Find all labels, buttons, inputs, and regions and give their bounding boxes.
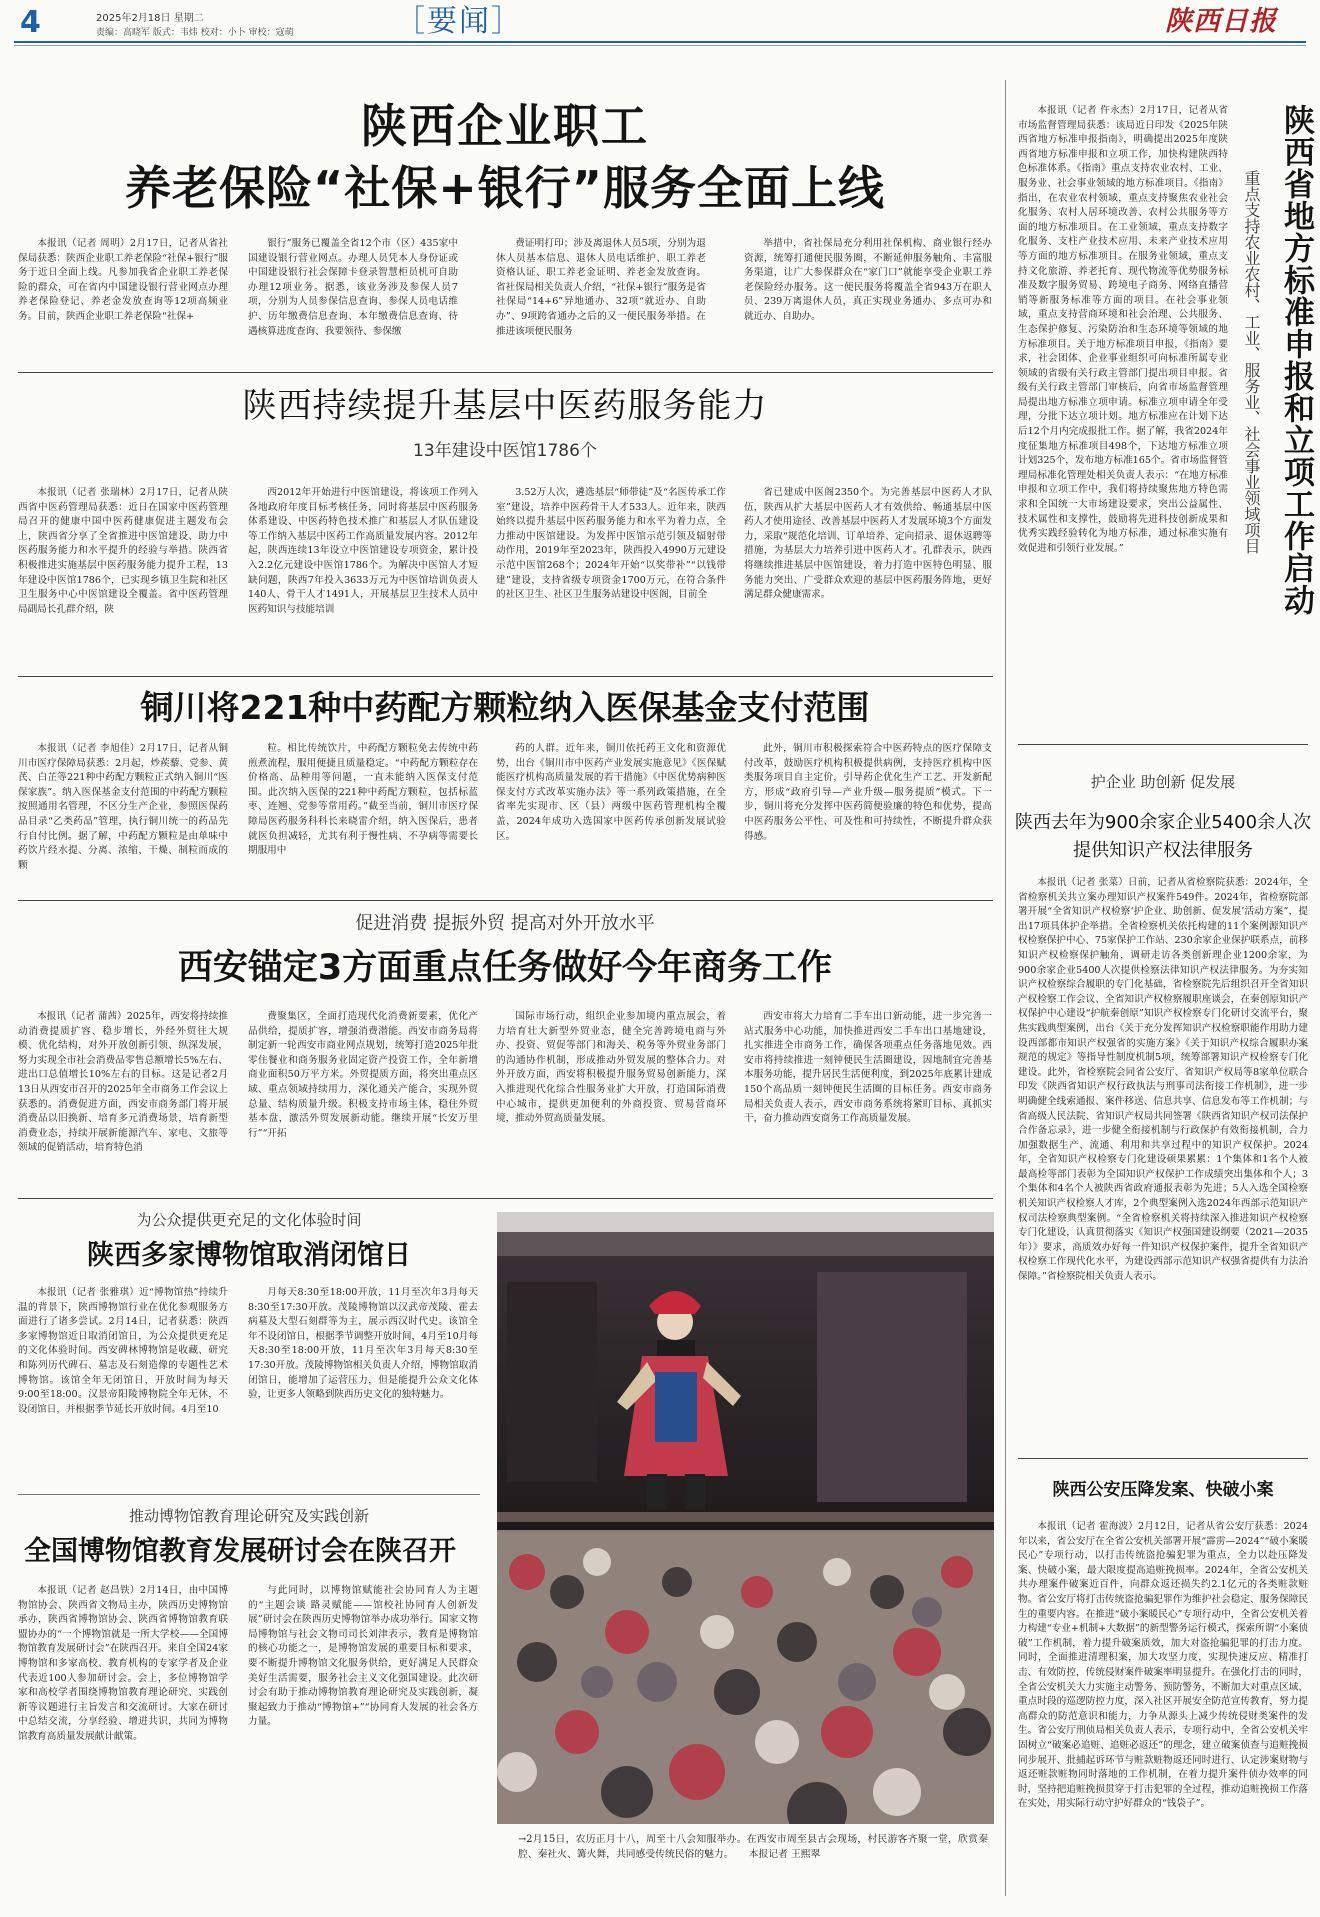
- tcm-col-2: 西2012年开始进行中医馆建设，将该项工作列入各地政府年度目标考核任务，同时将基层中医药服务体系建设、中医药特色技术推广和基层人才队伍建设等工作纳入基层中医药工作高质量发展内容。2012年起，陕西连续13年设立中医馆建设专项资金，累计投入2.2亿元建设中医馆1786个。为解决中医馆人才短缺问题，陕西7年投入3633万元为中医馆培训负责人140人、骨干人才1491人，开展基层卫生技术人员中医药知识与技能培训: [248, 487, 478, 615]
- xian-col-1: 本报讯（记者 蒲茜）2025年，西安将持续推动消费提质扩容、稳步增长，外经外贸往大规模、优化结构，对外开放创新引领、纵深发展，努力实现全市社会消费品零售总额增长5%左右、进出口总值增长10%左右的目标。这是记者2月13日从西安市召开的2025年全市商务工作会议上获悉的。消费促进方面，西安市商务部门将开展消费品以旧换新、培育多元消费场景，培育新型消费业态，持续开展新能源汽车、家电、文旅等领域的促销活动，培育特色消: [18, 1011, 228, 1154]
- divider: [18, 1198, 993, 1199]
- tongchuan-col-3: 药的人群。近年来，铜川依托药王文化和资源优势，出台《铜川市中医药产业发展实施意见》《医保赋能医疗机构高质量发展的若干措施》《中医优势病种医保支付方式改革实施办法》等一系列政策措施，在全省率先实现市、区（县）两级中医药管理机构全覆盖，2024年成功入选国家中医药传承创新发展试验区。: [496, 743, 726, 842]
- tongchuan-title: 铜川将221种中药配方颗粒纳入医保基金支付范围: [140, 688, 870, 727]
- ip-title-line2: 提供知识产权法律服务: [1073, 840, 1253, 861]
- divider: [18, 900, 993, 901]
- xian-kicker: 促进消费 提振外贸 提高对外开放水平: [355, 913, 655, 934]
- standards-title: 陕西省地方标准申报和立项工作启动: [1278, 104, 1314, 616]
- museum-col-2: 月每天8:30至18:00开放，11月至次年3月每天8:30至17:30开放。茂陵博物馆以汉武帝茂陵、霍去病墓及大型石刻群等为主，展示西汉时代史。该馆全年不设闭馆日，根据季节调整开放时间，4月至10月每天8:30至18:00开放，11月至次年3月每天8:30至17:30开放。茂陵博物馆相关负责人介绍，博物馆取消闭馆日，能增加了运营压力，但是能提升公众文化体验，让更多人领略到陕西历史文化的独特魅力。: [248, 1287, 478, 1401]
- editors-line: 责编：高晓军 版式：韦炜 校对：小卜 审校：寇萌: [96, 28, 294, 38]
- column-separator: [1005, 80, 1006, 1896]
- ip-body: 本报讯（记者 张菜）日前，记者从省检察院获悉：2024年，全省检察机关共立案办理知识产权案件549件。2024年，省检察院部署开展“全省知识产权检察‘护企业、助创新、促发展’活动方案”，提出17项具体护企举措。全省检察机关依托构建的11个案例源知识产权检察保护中心、75家保护工作站、230余家企业保护联系点，前移知识产权检察保护触角，调研走访各类创新理企业1200余家，为900余家企业5400人次提供检察法律知识产权法律服务。为夯实知识产权检察综合履职的专门化基础，省检察院先后组织召开全省知识产权检察工作会议、全省知识产权检察履职座谈会，在秦创原知识产权保护中心建设“护航秦创原”知识产权检察专门化研讨交流平台，聚焦实践典型案例，出台《关于充分发挥知识产权检察职能作用助力建设西部都市知识产权强省的实施方案》《关于知识产权综合履职办案规范的规定》等指导性制度机制5项，统筹部署知识产权检察专门化建设。此外，省检察院会同省公安厅、省知识产权局等8家单位联合印发《陕西省知识产权行政执法与刑事司法衔接工作机制》，进一步明确健全线索通报、案件移送、信息共享、信息发布等工作机制；与省高级人民法院、省知识产权局共同签署《陕西省知识产权司法保护合作备忘录》，进一步健全衔接机制与行政保护有效衔接机制，合力加强数据生产、流通、利用和共享过程中的知识产权保护。2024年，全省知识产权检察专门化建设硕果累累：1个集体和1名个人被最高检等部门表彰为全国知识产权保护工作成绩突出集体和个人；3个集体和4名个人被陕西省政府通报表彰为先进；5人入选全国检察机关知识产权检察人才库，2个典型案例入选2024年西部示范知识产权司法检察典型案例。“全省检察机关将持续深入推进知识产权检察专门化建设，认真贯彻落实《知识产权强国建设纲要（2021—2035年）》要求，高质效办好每一件知识产权保护案件，提升全省知识产权检察工作现代化水平，为建设西部示范知识产权强省提供有力法治保障。”省检察院相关负责人表示。: [1018, 877, 1308, 1283]
- xian-col-3: 国际市场行动，组织企业参加境内重点展会，着力培育壮大新型外贸业态，健全完善跨境电商与外办、投资、贸促等部门和海关、税务等外贸业务部门的沟通协作机制，形成推动外贸发展的整体合力。对外开放方面，西安将积极提升服务贸易创新能力，深入推进现代化综合性服务业扩大开放，打造国际消费中心城市，提供更加便利的外商投资、贸易营商环境，推动外贸高质量发展。: [496, 1011, 726, 1125]
- tcm-title: 陕西持续提升基层中医药服务能力: [242, 386, 768, 426]
- crowd: [497, 1530, 994, 1824]
- lead-col-1: 本报讯（记者 周明）2月17日，记者从省社保局获悉：陕西企业职工养老保险“社保+银行”服务于近日全面上线。凡参加我省企业职工养老保险的群众，可在省内中国建设银行营业网点办理养老保险登记、养老金发放查询等12项高频业务。目前，陕西企业职工养老保险“社保+: [18, 238, 228, 322]
- paper-logo: 陕西日报: [1165, 6, 1277, 37]
- lead-col-4: 举措中，省社保局充分利用社保机构、商业银行经办资源，统筹打通便民服务圈，不断延伸服务触角、丰富服务渠道，让广大参保群众在“家门口”就能享受企业职工养老保险经办服务。这一便民服务将覆盖全省943万在职人员、239万离退休人员，真正实现业务通办、多点可办和就近办、自助办。: [744, 238, 992, 322]
- ip-title-line1: 陕西去年为900余家企业5400余人次: [1014, 812, 1312, 833]
- lead-col-3: 费证明打印；涉及离退休人员5项，分别为退休人员基本信息、退休人员电话维护、职工养老资格认证、职工养老金证明、养老金发放查询。省社保局相关负责人介绍，“社保+银行”服务是省社保局“14+6”异地通办、32项“就近办、自助办”、9项跨省通办之后的又一便民服务举措。在推进该项便民服务: [496, 238, 706, 337]
- forum-col-2: 与此同时，以博物馆赋能社会协同育人为主题的“主题会谈 路灵赋能——馆校社协同育人创新发展”研讨会在陕西历史博物馆举办成功举行。国家文物局博物馆与社会文物司司长刘津表示，教育是博物馆的核心功能之一，是博物馆发展的重要目标和要求，要不断提升博物馆文化服务供给，更好满足人民群众美好生活需要，服务社会主义文化强国建设。此次研讨会有助于推动博物馆教育理论研究及实践创新，凝聚起致力于推动“博物馆+”“协同育人发展的社会各方力量。: [248, 1585, 478, 1728]
- lead-title-line1: 陕西企业职工: [361, 99, 649, 153]
- tongchuan-col-1: 本报讯（记者 李旭佳）2月17日，记者从铜川市医疗保障局获悉：2月起，炒蒺藜、党参、黄芪、白芷等221种中药配方颗粒正式纳入铜川“医保家族”。纳入医保基金支付范围的中药配方颗粒按照通用名管理，不区分生产企业，参照医保药品目录“乙类药品”管理，执行铜川统一的药品先行自付比例。据了解，中药配方颗粒是由单味中药饮片经水提、分离、浓缩、干燥、制粒而成的颗: [18, 743, 228, 871]
- tcm-col-3: 3.52万人次，遴选基层“师带徒”及“名医传承工作室”建设，培养中医药骨干人才533人。近年来，陕西始终以提升基层中医药服务能力和水平为着力点，全力推动中医馆建设。为发挥中医馆示范引领及辐射带动作用，2019年至2023年，陕西投入4990万元建设示范中医馆268个；2024年开始“以奖带补”“以钱带建”建设，支持省级专项资金1700万元，在符合条件的社区卫生、社区卫生服务站建设中医阁，目前全: [496, 487, 726, 601]
- photo-credit: 本报记者 王熙翠: [748, 1849, 821, 1860]
- forum-col-1: 本报讯（记者 赵昌铁）2月14日，由中国博物馆协会、陕西省文物局主办，陕西历史博物馆承办，陕西省博物馆协会、陕西省博物馆教育联盟协办的“一个博物馆就是一所大学校——全国博物馆教育发展研讨会”在陕西召开。来自全国24家博物馆和多家高校、教育机构的专家学者及企业代表近100人参加研讨会。会上，多位博物馆学家和高校学者围绕博物馆教育理论研究、实践创新等议题进行主旨发言和交流研讨。大家在研讨中总结交流，分享经验、增进共识，共同为博物馆教育高质量发展献计献策。: [18, 1585, 228, 1742]
- standards-subtitle: 重点支持农业农村、工业、服务业、社会事业领域项目: [1242, 170, 1261, 554]
- ip-kicker: 护企业 助创新 促发展: [1090, 773, 1236, 791]
- caption-text: →2月15日，农历正月十八，周至十八会知服举办。在西安市周至县古会现场，村民游客齐聚一堂，欣赏秦腔、秦社火、篝火舞，共同感受传统民俗的魅力。: [518, 1834, 988, 1860]
- masthead-rule-thin: [14, 45, 1306, 46]
- police-title: 陕西公安压降发案、快破小案: [1052, 1480, 1274, 1500]
- forum-kicker: 推动博物馆教育理论研究及实践创新: [128, 1507, 369, 1525]
- tongchuan-col-2: 粒。相比传统饮片，中药配方颗粒免去传统中药煎煮流程，服用便捷且质量稳定。“中药配方颗粒存在价格高、品种用等问题，一直未能纳入医保支付范围。此次纳入医保的221种中药配方颗粒，包括标蓝枣、连翘、党参等常用药。”截至当前，铜川市医疗保障局医药服务科科长来晓雷介绍，纳入医保后，患者就医负担减轻，尤其有利于慢性病、不孕病等需要长期服用中: [248, 743, 478, 857]
- museum-title: 陕西多家博物馆取消闭馆日: [87, 1240, 411, 1271]
- standards-body: 本报讯（记者 仵永杰）2月17日，记者从省市场监督管理局获悉：该局近日印发《2025年陕西省地方标准申报指南》，明确提出2025年度陕西省地方标准申报和立项工作，加快构建陕西特色标准体系。《指南》重点支持农业农村、工业、服务业、社会事业领域的地方标准项目。《指南》指出，在农业农村领域，重点支持聚焦农业社会化服务、农村人居环境改善、农村公共服务等方面的地方标准项目。在工业领域，重点支持数字化服务、支柱产业技术应用、未来产业技术应用等方面的地方标准项目。在服务业领域，重点支持文化旅游、养老托育、现代物流等优势服务标准及数字服务贸易、跨境电子商务、网络直播营销等新服务标准等方面的项目。在社会事业领域，重点支持营商环境和社会治理、公共服务、生态保护修复、污染防治和生态环境等领域的地方标准项目。关于地方标准项目申报，《指南》要求，社会团体、企业事业组织可向标准所属专业领域的省级有关行政主管部门提出项目申报。省级有关行政主管部门审核后，向省市场监督管理局提出地方标准立项申请。标准立项申请全年受理，分批下达立项计划。地方标准应在计划下达后12个月内完成报批工作。据了解，我省2024年度征集地方标准项目498个，下达地方标准立项计划325个，发布地方标准165个。省市场监督管理局标准化管理处相关负责人表示：“在地方标准申报和立项工作中，我们将持续聚焦地方特色需求和全国统一大市场建设要求，突出公益属性、技术属性和支撑性，鼓励将先进科技创新成果和优秀实践经验转化为地方标准，通过标准实施有效促进和引领行业发展。”: [1018, 105, 1228, 554]
- issue-date: 2025年2月18日 星期二: [96, 13, 204, 24]
- divider: [18, 372, 993, 373]
- forum-title: 全国博物馆教育发展研讨会在陕召开: [24, 1536, 456, 1567]
- lead-title-line2: 养老保险“社保+银行”服务全面上线: [124, 161, 885, 215]
- section-label: ［要闻］: [395, 4, 523, 39]
- divider: [18, 676, 993, 677]
- tcm-col-4: 省已建成中医阁2350个。为完善基层中医药人才队伍，陕西从扩大基层中医药人才有效供给、畅通基层中医药人才使用途径、改善基层中医药人才发展环境3个方面发力，采取“规范化培训、订单培养、定向招录、退休返聘等措施，为基层大力培养引进中医药人才。孔群表示，陕西将继续推进基层中医馆建设，着力打造中医特色明显、服务能力突出、广受群众欢迎的基层中医药服务阵地，更好满足群众健康需求。: [744, 487, 992, 601]
- divider: [1018, 1458, 1308, 1459]
- tongchuan-col-4: 此外，铜川市积极探索符合中医药特点的医疗保障支付改革，鼓励医疗机构积极提供病例，支持医疗机构中医类服务项目自主定价，引导药企优化生产工艺、开发新配方，形成“政府引导—产业升级—服务提质”模式。下一步，铜川将充分发挥中医药简便验廉的特色和优势，提高中医药服务公平性、可及性和可持续性，不断提升群众获得感。: [744, 743, 992, 842]
- lead-col-2: 银行”服务已覆盖全省12个市（区）435家中国建设银行营业网点。办理人员凭本人身份证或中国建设银行社会保障卡登录智慧柜员机可自助办理12项业务。据悉，该业务涉及参保人员7项，分别为人员参保信息查询、参保人员电话维护、历年缴费信息查询、本年缴费信息查询、待遇核算进度查询、我要领待、参保缴: [248, 238, 458, 337]
- museum-kicker: 为公众提供更充足的文化体验时间: [136, 1211, 362, 1229]
- tcm-col-1: 本报讯（记者 张瑞林）2月17日，记者从陕西省中医药管理局获悉：近日在国家中医药管理局召开的健康中国中医药健康促进主题发布会上，陕西省分享了全省推进中医馆建设、助力中医药服务能力和水平提升的经验与举措。陕西省积极推进实施基层中医药服务能力提升工程，13年建设中医馆1786个，已实现乡镇卫生院和社区卫生服务中心中医馆建设全覆盖。省中医药管理局副局长孔群介绍，陕: [18, 487, 228, 615]
- opera-crowd-photo: [497, 1212, 994, 1824]
- page-number: 4: [20, 5, 41, 40]
- tcm-subtitle: 13年建设中医馆1786个: [413, 441, 597, 461]
- divider: [18, 1494, 480, 1495]
- museum-col-1: 本报讯（记者 张雅琪）近“博物馆热”持续升温的背景下，陕西博物馆行业在优化参观服务方面进行了诸多尝试。2月14日，记者获悉：陕西多家博物馆近日取消闭馆日，为公众提供更充足的文化体验时间。西安碑林博物馆是收藏、研究和陈列历代碑石、墓志及石刻造像的专题性艺术博物馆。该馆全年无闭馆日，开放时间为每天9:00至18:00。汉景帝阳陵博物院全年无休，不设闭馆日，并根据季节延长开放时间。4月至10: [18, 1287, 228, 1415]
- photo-caption: [518, 1832, 988, 1876]
- xian-title: 西安锚定3方面重点任务做好今年商务工作: [177, 948, 833, 988]
- photo: [497, 1212, 994, 1824]
- xian-col-2: 费聚集区，全面打造现代化消费新要素，优化产品供给，提质扩容，增强消费潜能。西安市商务局将制定新一轮西安市商业网点规划，统筹打造2025年批零住餐业和商务服务业固定资产投资工作，全年新增商业面积50万平方米。外贸提质方面，将突出重点区域、重点领域持续用力，深化通关产能合，实现外贸总量、结构质量升级。积极支持市场主体，稳住外贸基本盘，激活外贸发展新动能。继续开展“长安万里行”“开拓: [248, 1011, 478, 1139]
- police-body: 本报讯（记者 霍海波）2月12日，记者从省公安厅获悉：2024年以来，省公安厅在全省公安机关部署开展“霹雳—2024”“破小案暖民心”专项行动，以打击传统盗抢骗犯罪为重点，全力以赴压降发案、快破小案，最大限度提高追赃挽损率。2024年，全省公安机关共办理案件破案近百件，向群众返还损失约2.1亿元的各类赃款赃物。省公安厅将打击传统盗抢骗犯罪作为维护社会稳定、服务保障民生的重要内容。在推进“破小案暖民心”专项行动中，全省公安机关着力构建“专业+机制+大数据”的新型警务运行模式，探索所谓“小案侦破”工作机制，着力提升破案质效，加大对盗抢骗犯罪的打击力度。同时，全面推进清理积案，加大攻坚力度，实现快速反应、精准打击、有效防控，传统侵财案件破案率明显提升。在强化打击的同时，全省公安机关大力实施主动警务、预防警务，不断加大对重点区域、重点时段的巡逻防控力度，深入社区开展安全防范宣传教育，努力提高群众的防范意识和能力，力争从源头上减少传统侵财类案件的发生。省公安厅刑侦局相关负责人表示，专项行动中，全省公安机关牢固树立“破案必追赃、追赃必返还”的理念，建立破案侦查与追赃挽损同步展开、批捕起诉环节与赃款赃物返还同时进行、认定涉案财物与返还赃款赃物同时落地的工作机制，在着力提升案件侦办效率的同时，坚持把追赃挽损贯穿于打击犯罪的全过程，推动追赃挽损工作落在实处，用实际行动守护好群众的“钱袋子”。: [1018, 1521, 1308, 1810]
- xian-col-4: 西安市将大力培育二手车出口新动能，进一步完善一站式服务中心功能，加快推进西安二手车出口基地建设，扎实推进全市商务工作，确保各项重点任务落地见效。西安市将持续推进一刻钟便民生活圈建设，因地制宜完善基本服务功能，提升居民生活便利度，到2025年底累计建成150个高品质一刻钟便民生活圈的目标任务。西安市商务局相关负责人表示，西安市商务系统将紧盯目标、真抓实干，奋力推动西安商务工作高质量发展。: [744, 1011, 992, 1125]
- divider: [1018, 744, 1308, 745]
- masthead-rule: [14, 41, 1306, 43]
